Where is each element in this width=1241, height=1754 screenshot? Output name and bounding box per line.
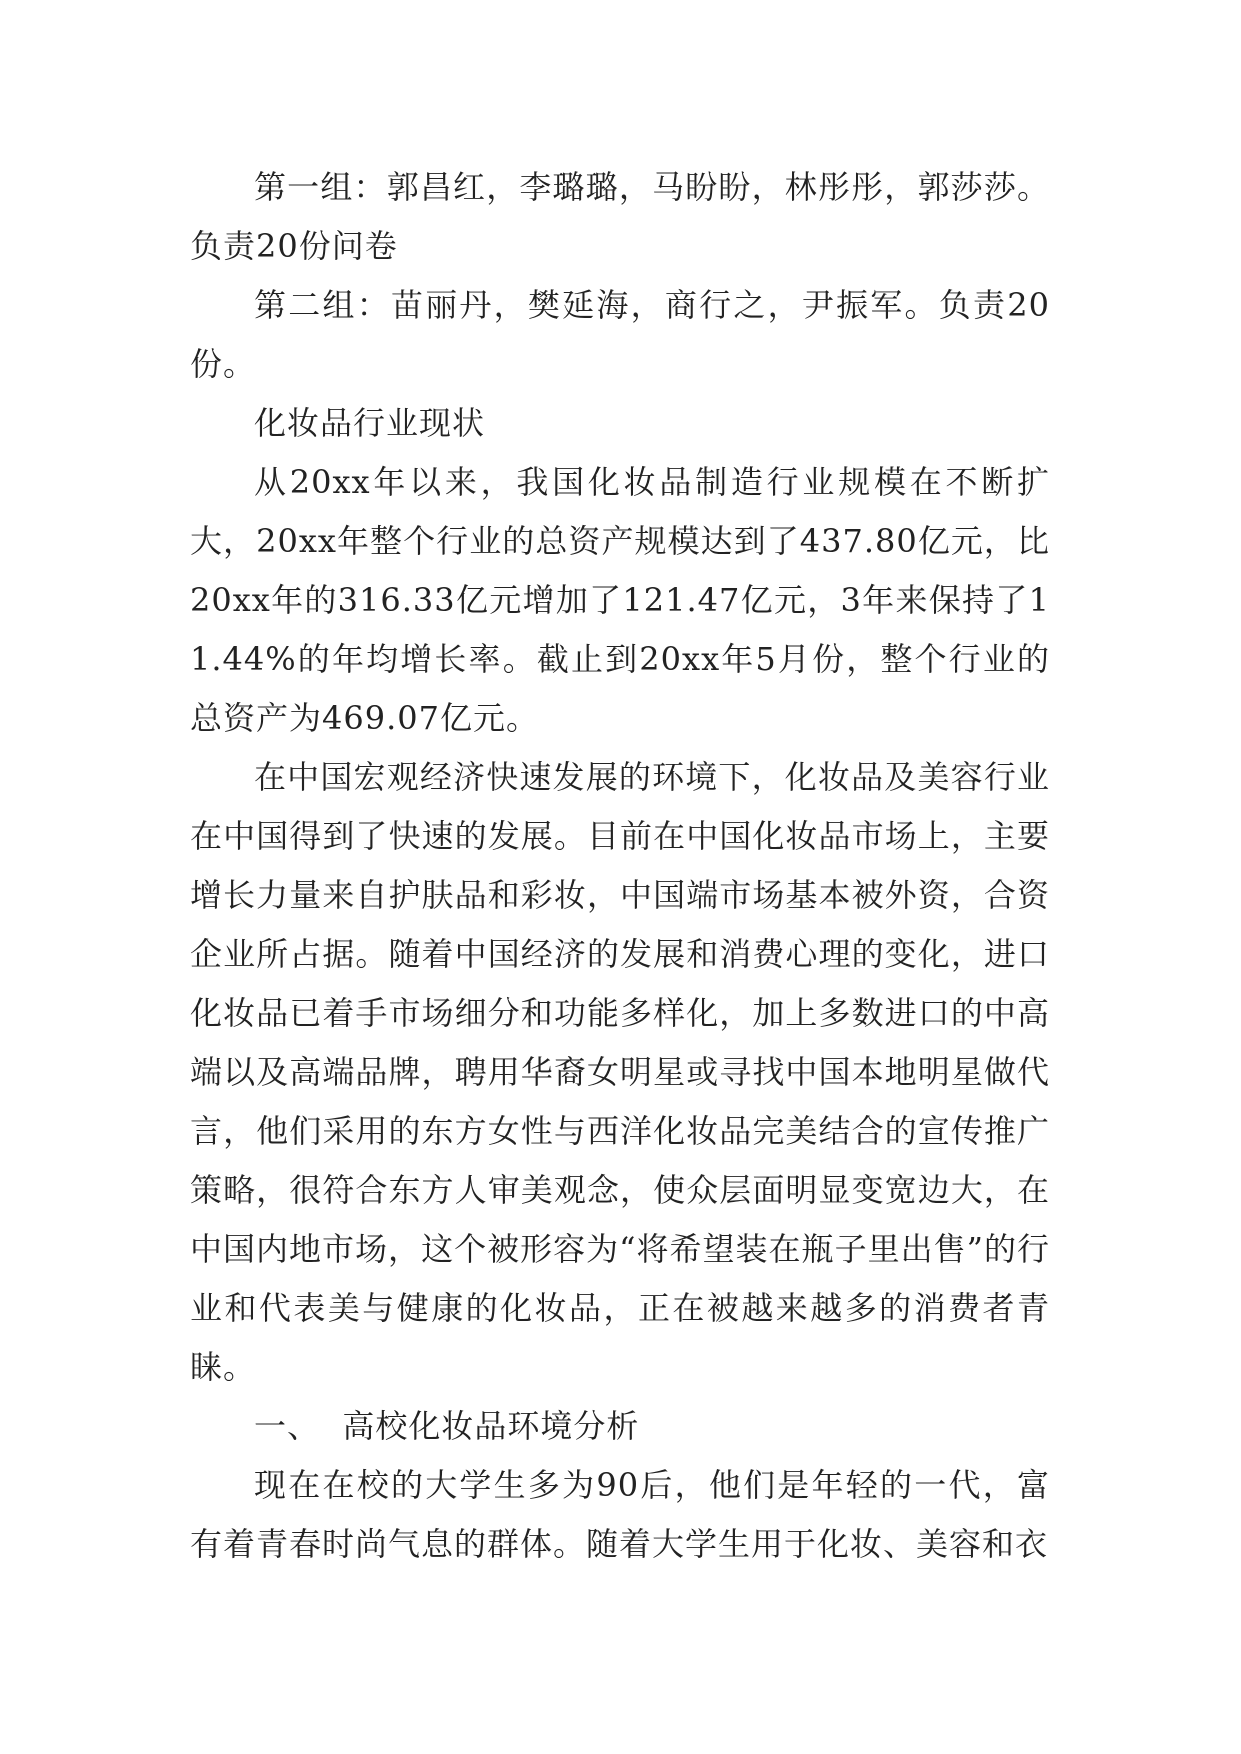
document-body [190, 158, 1050, 1574]
campus-students-paragraph: 现在在校的大学生多为90后，他们是年轻的一代，富有着青春时尚气息的群体。随着大学生用于化妆、美容和衣 [190, 1466, 1050, 1563]
group-one-paragraph: 第一组：郭昌红，李璐璐，马盼盼，林彤彤，郭莎莎。负责20份问卷 [190, 168, 1050, 265]
industry-development-paragraph: 在中国宏观经济快速发展的环境下，化妆品及美容行业在中国得到了快速的发展。目前在中国化妆品市场上，主要增长力量来自护肤品和彩妆，中国端市场基本被外资，合资企业所占据。随着中国经济的发展和消费心理的变化，进口化妆品已着手市场细分和功能多样化，加上多数进口的中高端以及高端品牌，聘用华裔女明星或寻找中国本地明星做代言，他们采用的东方女性与西洋化妆品完美结合的宣传推广策略，很符合东方人审美观念，使众层面明显变宽边大，在中国内地市场，这个被形容为“将希望装在瓶子里出售”的行业和代表美与健康的化妆品，正在被越来越多的消费者青睐。 [190, 758, 1050, 1386]
section-heading-campus-analysis: 一、 高校化妆品环境分析 [254, 1407, 640, 1445]
section-heading-industry-status: 化妆品行业现状 [254, 404, 486, 442]
industry-scale-paragraph: 从20xx年以来，我国化妆品制造行业规模在不断扩大，20xx年整个行业的总资产规模达到了437.80亿元，比20xx年的316.33亿元增加了121.47亿元，3年来保持了11.44%的年均增长率。截止到20xx年5月份，整个行业的总资产为469.07亿元。 [190, 463, 1050, 737]
group-two-paragraph: 第二组：苗丽丹，樊延海，商行之，尹振军。负责20份。 [190, 286, 1050, 383]
